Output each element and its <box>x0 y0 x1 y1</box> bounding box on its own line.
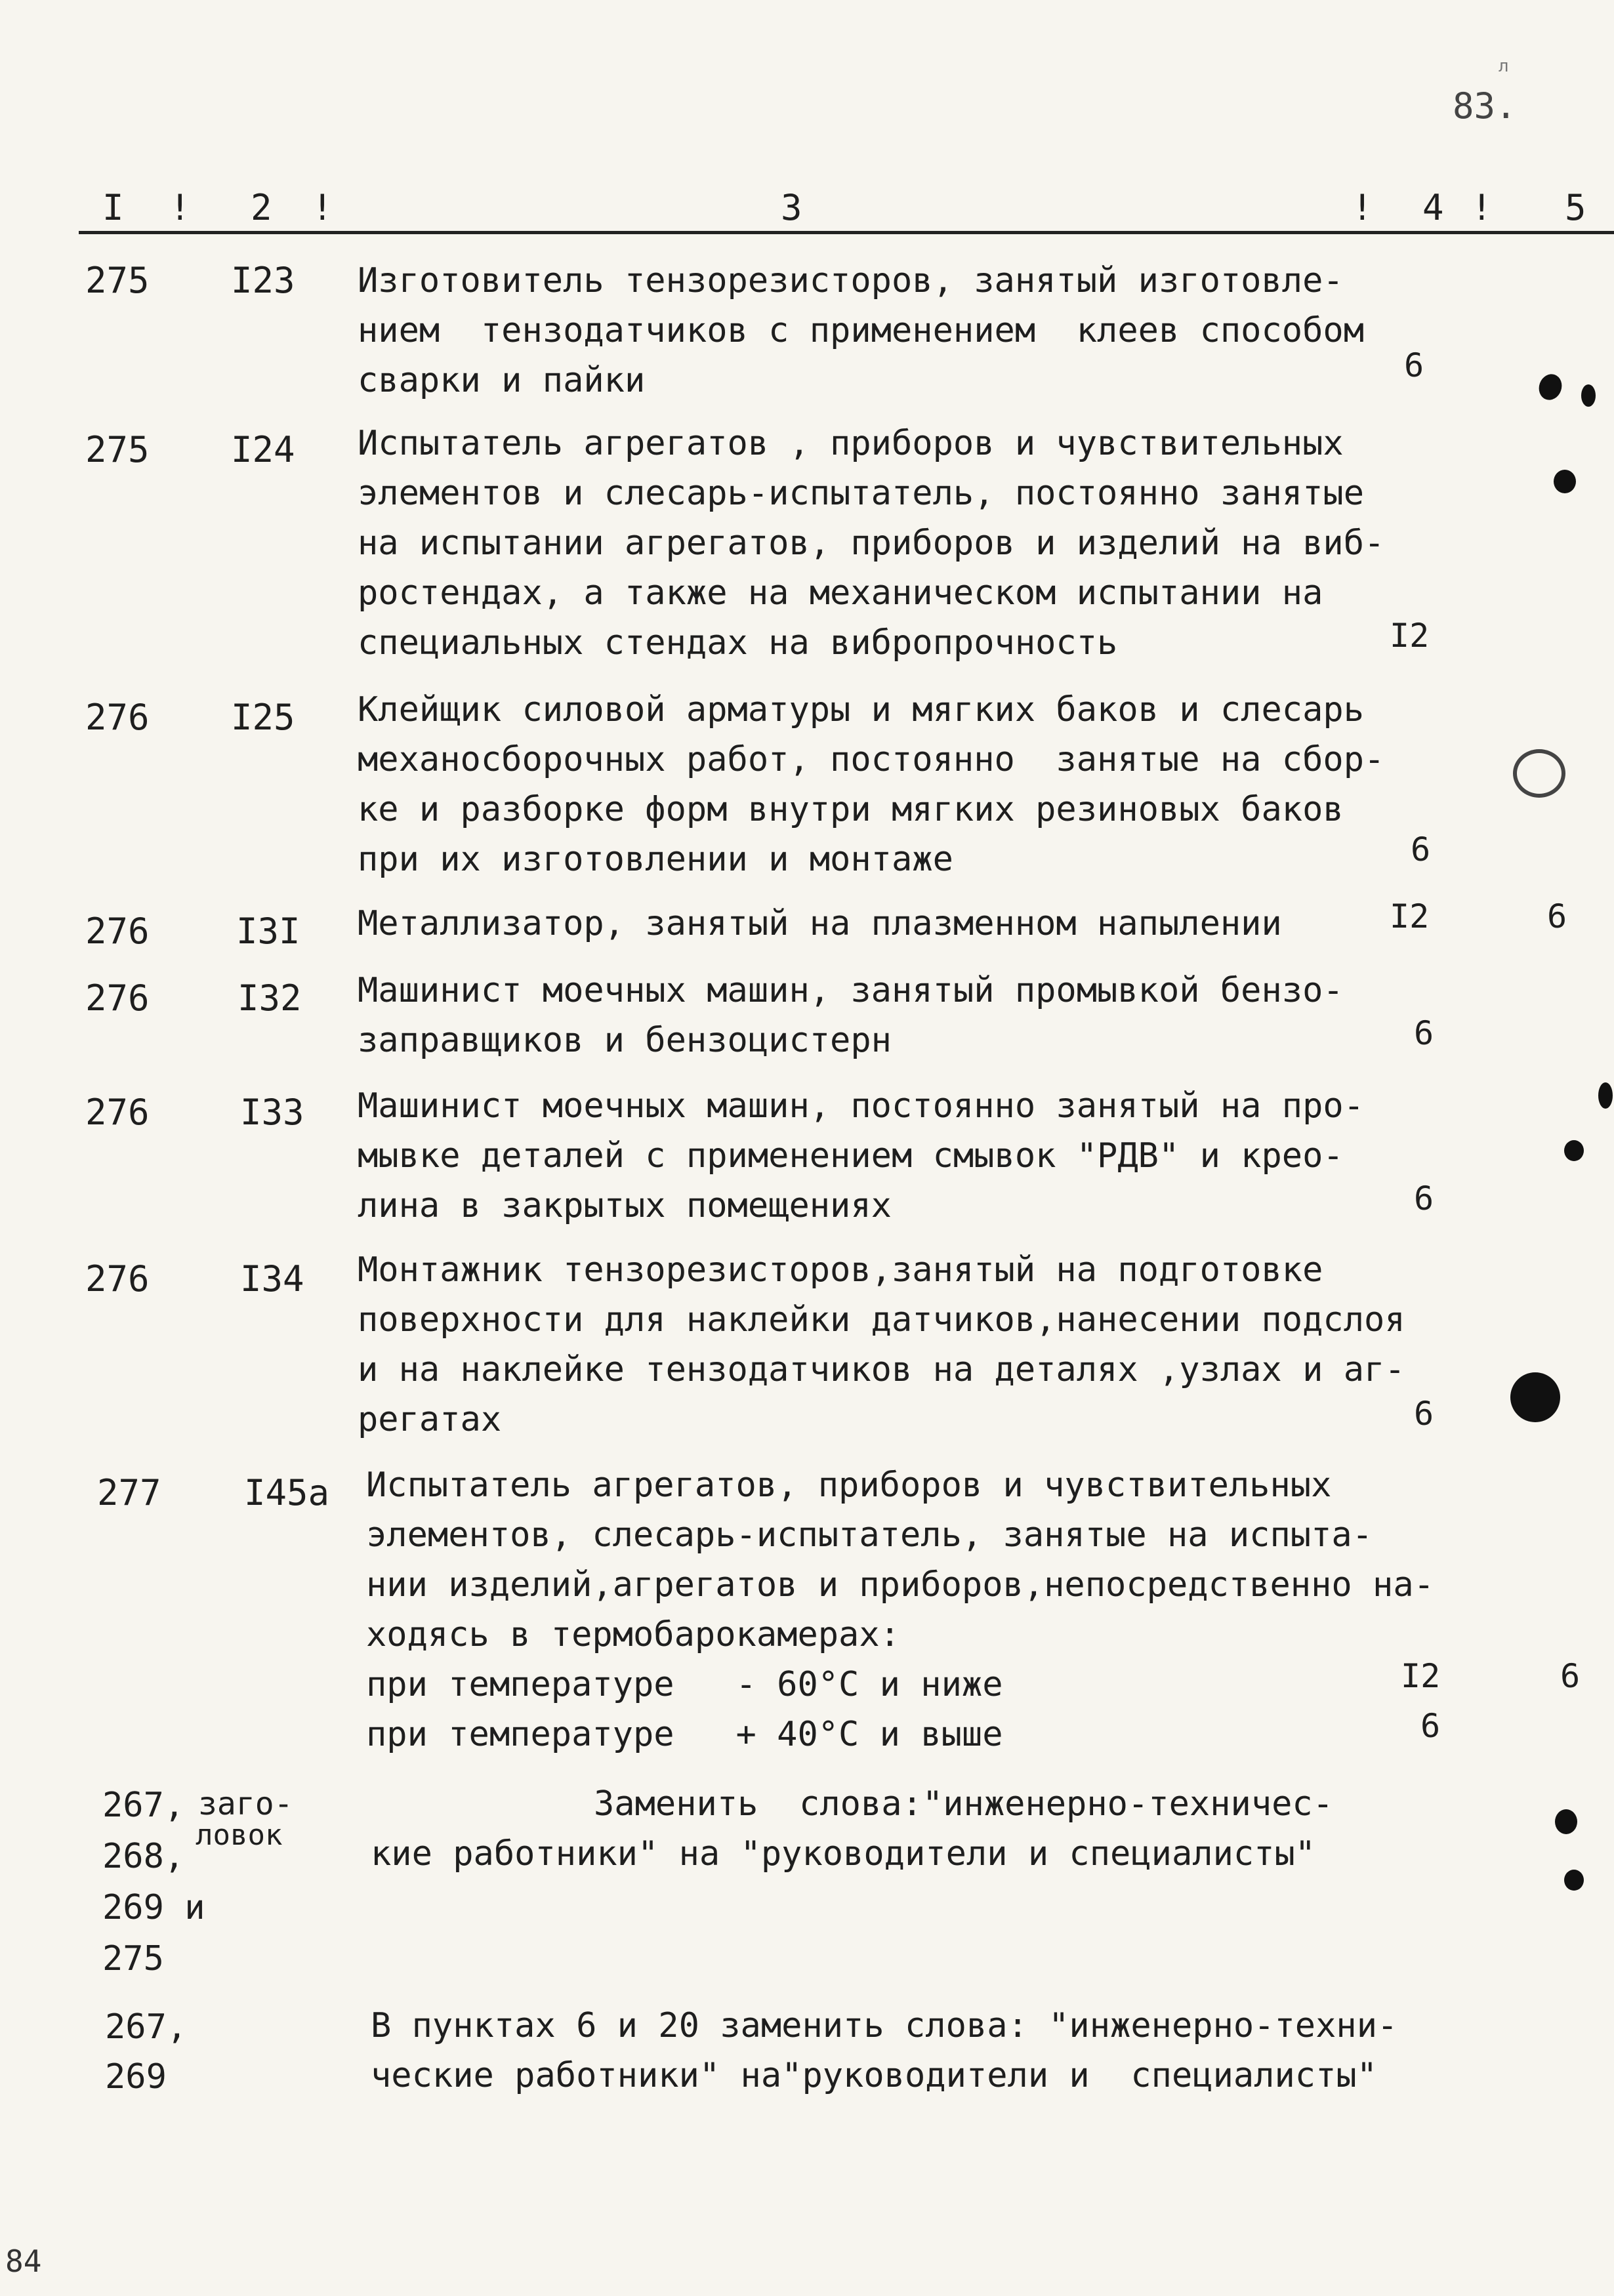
row-code: I24 <box>231 429 295 470</box>
row-text-line: Клейщик силовой арматуры и мягких баков и слесарь <box>358 690 1365 729</box>
corner-number: 84 <box>5 2244 42 2279</box>
header-col3: 3 <box>781 187 802 228</box>
ink-blot <box>1564 1140 1584 1161</box>
header-col1: I <box>102 187 124 228</box>
row-code: I32 <box>238 977 302 1019</box>
ink-blot <box>1581 384 1596 407</box>
row-text-line: регатах <box>358 1400 502 1439</box>
row-text-line: на испытании агрегатов, приборов и изделий на виб- <box>358 523 1385 563</box>
row-text-line: специальных стендах на вибропрочность <box>358 623 1118 663</box>
amend-text-line: Заменить слова:"инженерно-техничес- <box>594 1784 1334 1824</box>
ink-blot <box>1598 1082 1613 1109</box>
ink-blot <box>1554 470 1576 493</box>
row-col4: I2 <box>1390 897 1430 935</box>
header-col5: 5 <box>1565 187 1586 228</box>
row-code: I25 <box>231 697 295 738</box>
row-text-line: ростендах, а также на механическом испытании на <box>358 573 1323 613</box>
row-text-line: при их изготовлении и монтаже <box>358 840 953 879</box>
amend-text-line: В пунктах 6 и 20 заменить слова: "инженерно-техни- <box>371 2006 1398 2045</box>
row-text-line: при температуре - 60°С и ниже <box>366 1665 1003 1704</box>
row-ref: 275 <box>85 429 150 470</box>
row-ref: 276 <box>85 1258 150 1300</box>
row-text-line: механосборочных работ, постоянно занятые на сбор- <box>358 740 1385 779</box>
ink-blot <box>1555 1809 1577 1834</box>
amend-text-line: ческие работники" на"руководители и специалисты" <box>371 2056 1378 2095</box>
row-text-line: Металлизатор, занятый на плазменном напылении <box>358 904 1282 943</box>
row-text-line: элементов и слесарь-испытатель, постоянно занятые <box>358 474 1365 513</box>
row-ref: 276 <box>85 977 150 1019</box>
row-text-line: сварки и пайки <box>358 361 646 400</box>
amend-ref: 275 <box>102 1939 164 1978</box>
amend-ref: 267, <box>102 1786 185 1825</box>
page-number: 83. <box>1453 85 1517 127</box>
row-text-line: Монтажник тензорезисторов,занятый на подготовке <box>358 1250 1323 1290</box>
row-col4: 6 <box>1414 1179 1434 1218</box>
row-text-line: при температуре + 40°С и выше <box>366 1715 1003 1754</box>
amend-ref: 269 <box>105 2057 167 2097</box>
row-ref: 276 <box>85 697 150 738</box>
row-text-line: мывке деталей с применением смывок "РДВ" и крео- <box>358 1136 1344 1176</box>
amend-heading-label: заго- <box>198 1786 293 1822</box>
row-code: I33 <box>240 1092 304 1133</box>
row-text-line: поверхности для наклейки датчиков,нанесении подслоя <box>358 1300 1405 1340</box>
row-col4: 6 <box>1414 1014 1434 1052</box>
amend-ref: 268, <box>102 1837 185 1876</box>
row-col4: 6 <box>1414 1395 1434 1433</box>
row-text-line: элементов, слесарь-испытатель, занятые на испыта- <box>366 1515 1373 1555</box>
row-col4: 6 <box>1411 830 1431 869</box>
row-ref: 276 <box>85 911 150 952</box>
ink-ring <box>1513 749 1565 798</box>
row-code: I45а <box>244 1472 330 1513</box>
row-ref: 277 <box>97 1472 161 1513</box>
row-code: I34 <box>240 1258 304 1300</box>
row-text-line: Машинист моечных машин, постоянно занятый на про- <box>358 1086 1365 1126</box>
row-col5: 6 <box>1560 1657 1581 1695</box>
header-col4: 4 <box>1422 187 1444 228</box>
amend-text-line: кие работники" на "руководители и специалисты" <box>371 1834 1316 1874</box>
row-text-line: Испытатель агрегатов , приборов и чувствительных <box>358 424 1344 463</box>
ink-blot <box>1564 1870 1584 1891</box>
page-mark: л <box>1499 56 1509 76</box>
row-code: I23 <box>231 260 295 301</box>
row-text-line: Изготовитель тензорезисторов, занятый изготовле- <box>358 261 1344 300</box>
row-text-line: лина в закрытых помещениях <box>358 1186 892 1225</box>
header-sep: ! <box>169 187 191 228</box>
amend-heading-label: ловок <box>196 1818 283 1852</box>
row-text-line: Испытатель агрегатов, приборов и чувствительных <box>366 1466 1332 1505</box>
amend-ref: 269 и <box>102 1888 205 1927</box>
row-text-line: нии изделий,агрегатов и приборов,непосредственно на- <box>366 1565 1434 1605</box>
row-code: I3I <box>236 911 300 952</box>
row-text-line: и на наклейке тензодатчиков на деталях ,узлах и аг- <box>358 1350 1405 1389</box>
header-rule <box>79 231 1614 234</box>
header-sep: ! <box>1352 187 1373 228</box>
header-col2: 2 <box>251 187 272 228</box>
row-text-line: заправщиков и бензоцистерн <box>358 1021 892 1060</box>
ink-blot <box>1535 371 1565 403</box>
header-sep: ! <box>312 187 333 228</box>
row-col5: 6 <box>1547 897 1567 935</box>
row-text-line: ке и разборке форм внутри мягких резиновых баков <box>358 790 1344 829</box>
header-sep: ! <box>1471 187 1493 228</box>
row-col4: 6 <box>1420 1707 1441 1745</box>
row-text-line: Машинист моечных машин, занятый промывкой бензо- <box>358 971 1344 1010</box>
ink-blot <box>1510 1372 1560 1422</box>
amend-ref: 267, <box>105 2007 188 2047</box>
row-text-line: ходясь в термобарокамерах: <box>366 1615 900 1654</box>
row-col4: I2 <box>1390 617 1430 655</box>
row-ref: 275 <box>85 260 150 301</box>
row-col4: I2 <box>1401 1657 1441 1695</box>
row-ref: 276 <box>85 1092 150 1133</box>
row-text-line: нием тензодатчиков с применением клеев способом <box>358 311 1365 350</box>
row-col4: 6 <box>1404 346 1424 384</box>
